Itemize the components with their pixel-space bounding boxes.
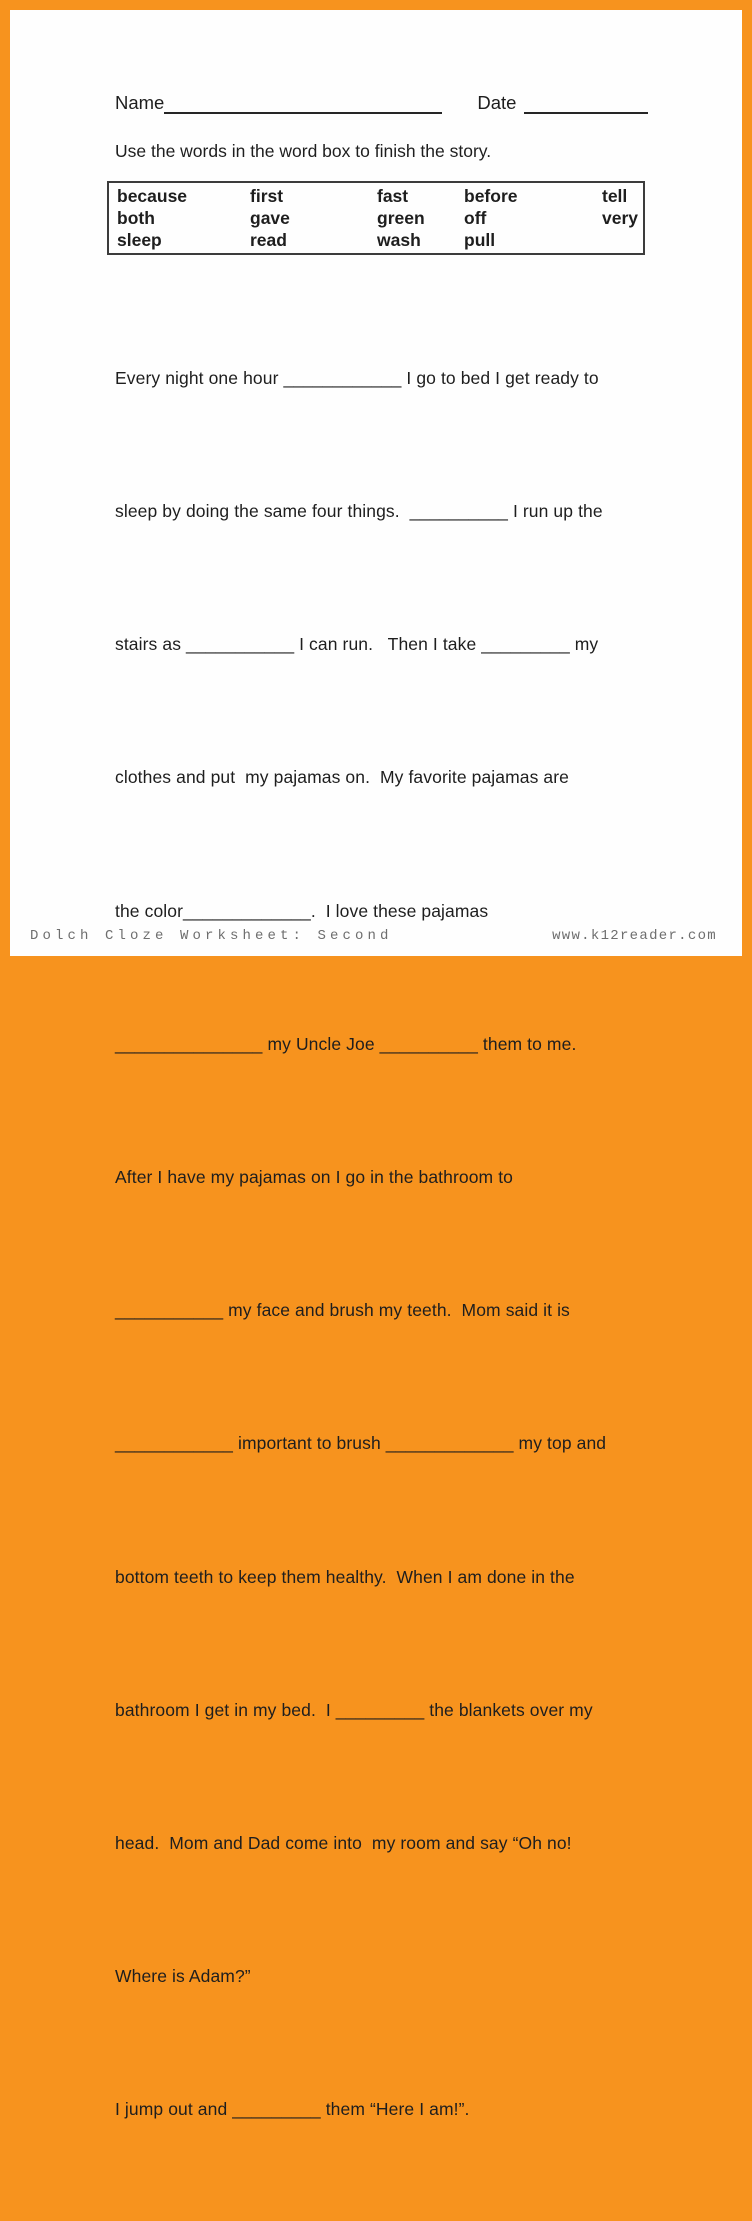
word-box-word: before [464,186,518,206]
story-line: head. Mom and Dad come into my room and say “Oh no! [115,1833,572,1854]
story-line: _______________ my Uncle Joe __________ them to me. [115,1033,577,1054]
story-line: sleep by doing the same four things. __________ I run up the [115,501,603,522]
worksheet-page [10,10,742,2120]
word-box-word: wash [377,230,421,250]
word-box-word: green [377,208,425,228]
story-line: Every night one hour ____________ I go to bed I get ready to [115,367,599,388]
word-box-word: sleep [117,230,162,250]
story-line: bathroom I get in my bed. I _________ the blankets over my [115,1699,593,1720]
instructions-text: Use the words in the word box to finish the story. [115,141,492,161]
word-box-word: gave [250,208,290,228]
story-line: stairs as ___________ I can run. Then I take _________ my [115,634,599,655]
word-box-word: first [250,186,284,206]
date-blank-line [524,94,648,114]
story-line: I jump out and _________ them “Here I am!”. [115,2099,470,2120]
story-line: clothes and put my pajamas on. My favorite pajamas are [115,767,570,788]
name-blank-line [164,94,442,114]
word-box-word: fast [377,186,409,206]
word-box-word: off [464,208,487,228]
story-line: After I have my pajamas on I go in the bathroom to [115,1167,513,1188]
story-line: ____________ important to brush _____________ my top and [115,1433,607,1454]
word-box-word: tell [602,186,628,206]
source-website: www.k12reader.com [552,928,717,944]
word-box-word: pull [464,230,496,250]
story-line: ___________ my face and brush my teeth. Mom said it is [115,1300,570,1321]
story-line: the color_____________. I love these pajamas [115,900,489,921]
story-line: Where is Adam?” [115,1966,251,1987]
page-footer [30,928,717,944]
name-date-row [115,90,648,114]
worksheet-title: Dolch Cloze Worksheet: Second [30,928,393,944]
story-line: bottom teeth to keep them healthy. When I am done in the [115,1566,575,1587]
word-box [107,181,645,255]
date-label: Date [477,92,517,113]
word-box-word: both [117,208,155,228]
story-text [115,267,648,2221]
word-box-word: read [250,230,287,250]
worksheet-content [115,90,648,2221]
name-label: Name [115,92,165,113]
word-box-word: because [117,186,188,206]
word-box-word [602,229,643,251]
word-box-word: very [602,208,639,228]
